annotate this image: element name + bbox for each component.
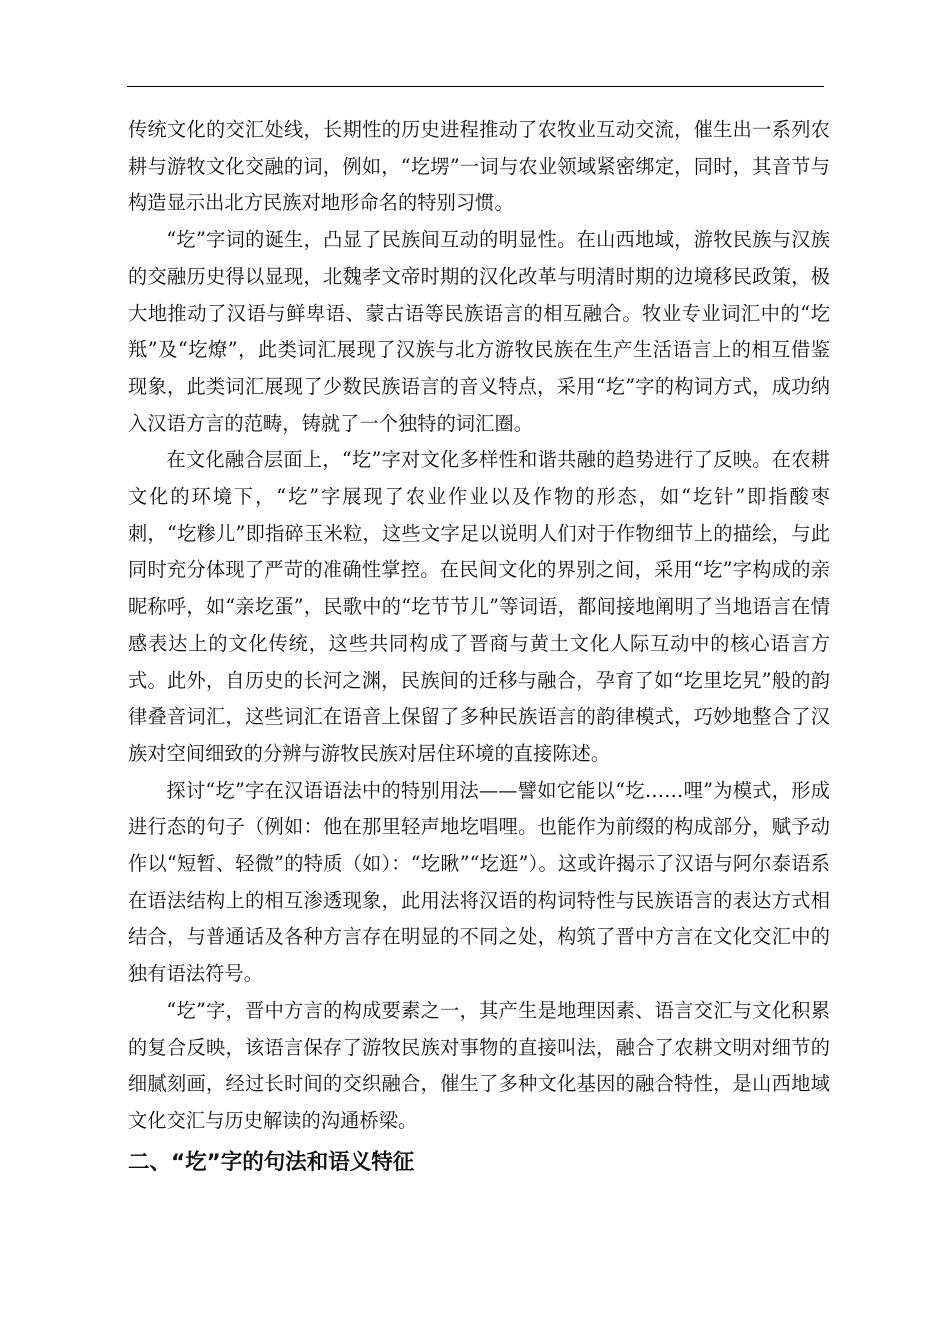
header-rule (127, 86, 824, 87)
body-paragraph-4: 探讨“圪”字在汉语语法中的特别用法——譬如它能以“圪……哩”为模式，形成进行态的句子（例如：他在那里轻声地圪唱哩。也能作为前缀的构成部分，赋予动作以“短暂、轻微”的特质（如）：“圪瞅”“圪逛”）。这或许揭示了汉语与阿尔泰语系在语法结构上的相互渗透现象，此用法将汉语的构词特性与民族语言的表达方式相结合，与普通话及各种方言存在明显的不同之处，构筑了晋中方言在文化交汇中的独有语法符号。 (128, 778, 830, 986)
section-heading: 二、“圪”字的句法和语义特征 (128, 1149, 415, 1175)
body-paragraph-3: 在文化融合层面上，“圪”字对文化多样性和谐共融的趋势进行了反映。在农耕文化的环境下，“圪”字展现了农业作业以及作物的形态，如“圪针”即指酸枣刺，“圪糁儿”即指碎玉米粒，这些文字足以说明人们对于作物细节上的描绘，与此同时充分体现了严苛的准确性掌控。在民间文化的界别之间，采用“圪”字构成的亲昵称呼，如“亲圪蛋”，民歌中的“圪节节儿”等词语，都间接地阐明了当地语言在情感表达上的文化传统，这些共同构成了晋商与黄土文化人际互动中的核心语言方式。此外，自历史的长河之渊，民族间的迁移与融合，孕育了如“圪里圪旯”般的韵律叠音词汇，这些词汇在语音上保留了多种民族语言的韵律模式，巧妙地整合了汉族对空间细致的分辨与游牧民族对居住环境的直接陈述。 (128, 448, 830, 765)
body-paragraph-2: “圪”字词的诞生，凸显了民族间互动的明显性。在山西地域，游牧民族与汉族的交融历史得以显现，北魏孝文帝时期的汉化改革与明清时期的边境移民政策，极大地推动了汉语与鲜卑语、蒙古语等民族语言的相互融合。牧业专业词汇中的“圪羝”及“圪燎”，此类词汇展现了汉族与北方游牧民族在生产生活语言上的相互借鉴现象，此类词汇展现了少数民族语言的音义特点，采用“圪”字的构词方式，成功纳入汉语方言的范畴，铸就了一个独特的词汇圈。 (128, 228, 830, 435)
document-body (128, 112, 830, 1182)
body-paragraph-5: “圪”字，晋中方言的构成要素之一，其产生是地理因素、语言交汇与文化积累的复合反映，该语言保存了游牧民族对事物的直接叫法，融合了农耕文明对细节的细腻刻画，经过长时间的交织融合，催生了多种文化基因的融合特性，是山西地域文化交汇与历史解读的沟通桥梁。 (128, 998, 830, 1132)
body-paragraph-1: 传统文化的交汇处线，长期性的历史进程推动了农牧业互动交流，催生出一系列农耕与游牧文化交融的词，例如，“圪塄”一词与农业领域紧密绑定，同时，其音节与构造显示出北方民族对地形命名的特别习惯。 (128, 118, 830, 215)
